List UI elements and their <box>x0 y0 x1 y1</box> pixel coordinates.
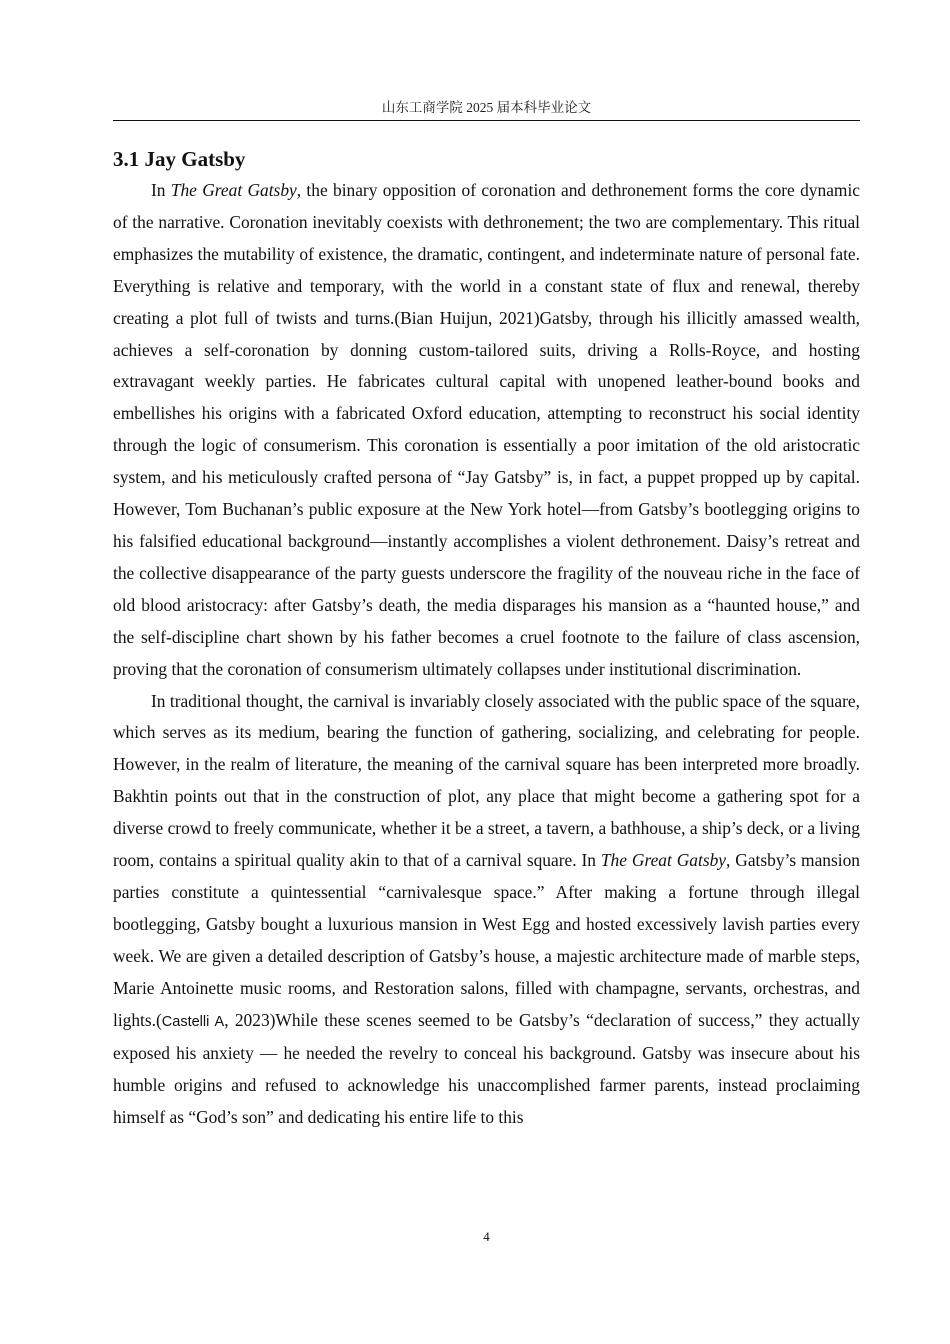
header-rule <box>113 120 860 121</box>
paragraph-text: , Gatsby’s mansion parties constitute a quintessential “carnivalesque space.” After making a fortune through illegal bootlegging, Gatsby bought a luxurious mansion in West Egg and hosted excessively lavish parties every week. We are given a detailed description of Gatsby’s house, a majestic architecture made of marble steps, Marie Antoinette music rooms, and Restoration salons, filled with champagne, servants, orchestras, and lights.( <box>113 850 860 1030</box>
paragraph-text: In traditional thought, the carnival is invariably closely associated with the public space of the square, which serves as its medium, bearing the function of gathering, socializing, and celebrating for people. However, in the realm of literature, the meaning of the carnival square has been interpreted more broadly. Bakhtin points out that in the construction of plot, any place that might become a gathering spot for a diverse crowd to freely communicate, whether it be a street, a tavern, a bathhouse, a ship’s deck, or a living room, contains a spiritual quality akin to that of a carnival square. In <box>113 690 860 871</box>
body-text <box>113 143 860 1134</box>
paragraph-carnival <box>113 686 860 1135</box>
paragraph-coronation <box>113 175 860 686</box>
citation-author: Castelli A <box>161 1013 225 1030</box>
section-heading: 3.1 Jay Gatsby <box>113 147 246 171</box>
running-header: 山东工商学院 2025 届本科毕业论文 <box>381 100 592 115</box>
book-title-italic: The Great Gatsby <box>170 180 297 200</box>
page-number: 4 <box>483 1229 490 1244</box>
book-title-italic: The Great Gatsby <box>600 850 727 871</box>
paragraph-text: , the binary opposition of coronation and dethronement forms the core dynamic of the narrative. Coronation inevitably coexists with dethronement; the two are complementary. This ritual emphasizes the mutability of existence, the dramatic, contingent, and indeterminate nature of personal fate. Everything is relative and temporary, with the world in a constant state of flux and renewal, thereby creating a plot full of twists and turns.(Bian Huijun, 2021)Gatsby, through his illicitly amassed wealth, achieves a self-coronation by donning custom-tailored suits, driving a Rolls-Royce, and hosting extravagant weekly parties. He fabricates cultural capital with unopened leather-bound books and embellishes his origins with a fabricated Oxford education, attempting to reconstruct his social identity through the logic of consumerism. This coronation is essentially a poor imitation of the old aristocratic system, and his meticulously crafted persona of “Jay Gatsby” is, in fact, a puppet propped up by capital. However, Tom Buchanan’s public exposure at the New York hotel—from Gatsby’s bootlegging origins to his falsified educational background—instantly accomplishes a violent dethronement. Daisy’s retreat and the collective disappearance of the party guests underscore the fragility of the nouveau riche in the face of old blood aristocracy: after Gatsby’s death, the media disparages his mansion as a “haunted house,” and the self-discipline chart shown by his father becomes a cruel footnote to the failure of class ascension, proving that the coronation of consumerism ultimately collapses under institutional discrimination. <box>113 180 860 679</box>
paragraph-text: In <box>151 180 171 200</box>
paragraph-text: , 2023)While these scenes seemed to be Gatsby’s “declaration of success,” they actually exposed his anxiety — he needed the revelry to conceal his background. Gatsby was insecure about his humble origins and refused to acknowledge his unaccomplished farmer parents, instead proclaiming himself as “God’s son” and dedicating his entire life to this <box>113 1009 860 1128</box>
